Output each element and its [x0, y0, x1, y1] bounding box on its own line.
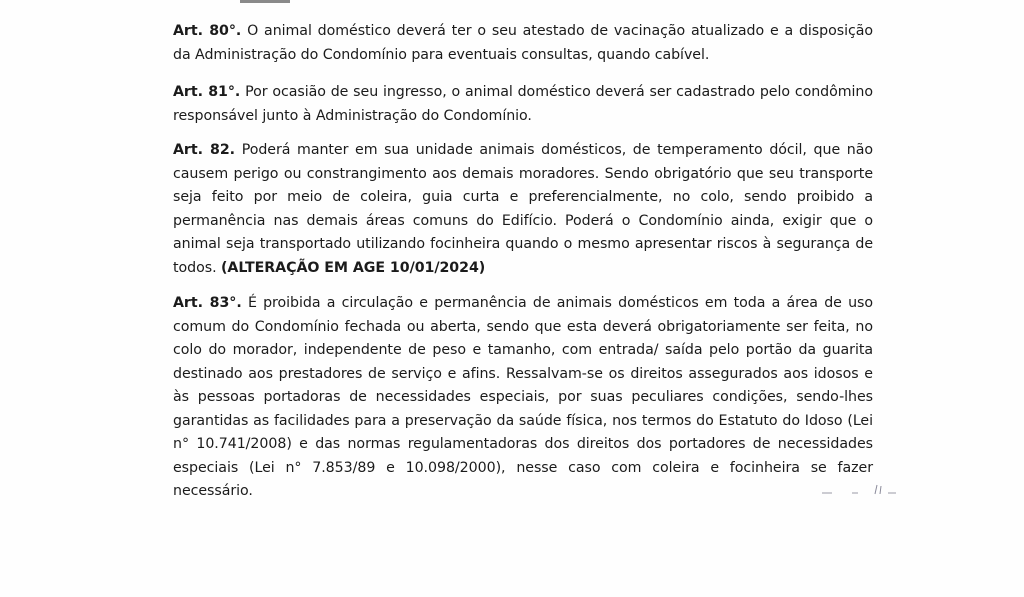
article-82-label: Art. 82. — [173, 142, 236, 158]
article-80 — [173, 20, 873, 67]
faint-pen-marks — [820, 481, 900, 497]
article-81-text: Por ocasião de seu ingresso, o animal doméstico deverá ser cadastrado pelo condômino responsável junto à Administração do Condomínio. — [173, 84, 873, 124]
article-83-text: É proibida a circulação e permanência de animais domésticos em toda a área de uso comum do Condomínio fechada ou aberta, sendo que esta deverá obrigatoriamente ser feita, no colo do morador, independente de peso e tamanho, com entrada/ saída pelo portão da guarita destinado aos prestadores de serviço e afins. Ressalvam-se os direitos assegurados aos idosos e às pessoas portadoras de necessidades especiais, por suas peculiares condições, sendo-lhes garantidas as facilidades para a preservação da saúde física, nos termos do Estatuto do Idoso (Lei n° 10.741/2008) e das normas regulamentadoras dos direitos dos portadores de necessidades especiais (Lei n° 7.853/89 e 10.098/2000), nesse caso com coleira e focinheira se fazer necessário. — [173, 295, 874, 499]
article-80-label: Art. 80°. — [173, 23, 242, 39]
article-81 — [173, 81, 873, 128]
article-82 — [173, 139, 873, 280]
article-82-amendment-note: (ALTERAÇÃO EM AGE 10/01/2024) — [221, 259, 486, 276]
article-83 — [173, 292, 873, 504]
article-80-text: O animal doméstico deverá ter o seu atestado de vacinação atualizado e a disposição da Administração do Condomínio para eventuais consultas, quando cabível. — [173, 23, 873, 63]
article-83-label: Art. 83°. — [173, 295, 242, 311]
cropped-text-remnant — [240, 0, 290, 3]
article-81-label: Art. 81°. — [173, 84, 241, 100]
article-82-text: Poderá manter em sua unidade animais domésticos, de temperamento dócil, que não causem perigo ou constrangimento aos demais moradores. Sendo obrigatório que seu transporte seja feito por meio de coleira, guia curta e preferencialmente, no colo, sendo proibido a permanência nas demais áreas comuns do Edifício. Poderá o Condomínio ainda, exigir que o animal seja transportado utilizando focinheira quando o mesmo apresentar riscos à segurança de todos. — [173, 142, 874, 276]
